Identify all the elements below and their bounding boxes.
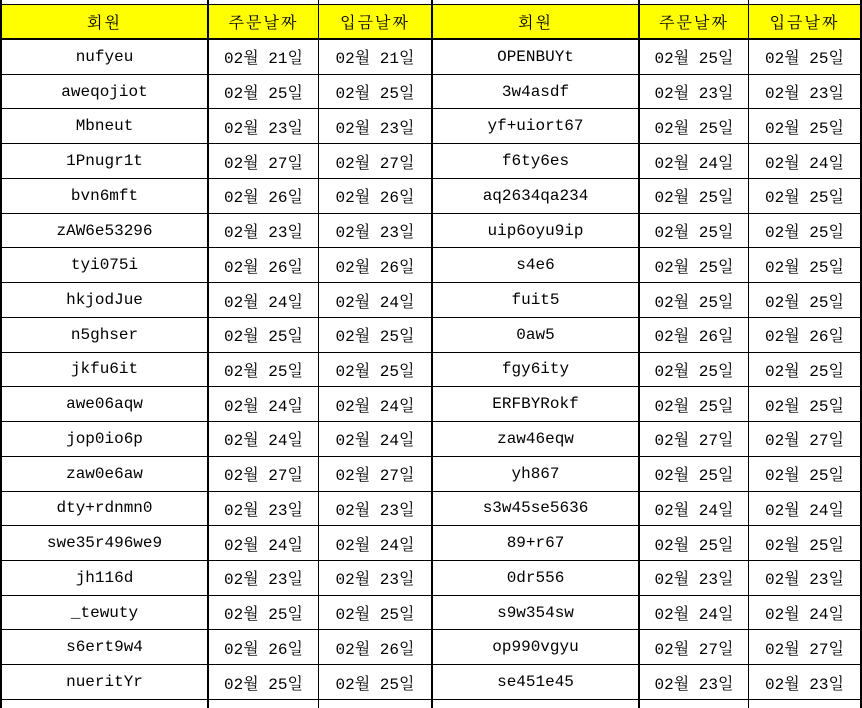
member-cell: zaw0e6aw (2, 457, 209, 491)
order-date-cell: 02월 21일 (209, 40, 319, 74)
table-row (2, 283, 860, 318)
deposit-date-cell: 02월 25일 (765, 362, 844, 381)
order-date-cell: 02월 23일 (640, 561, 749, 595)
table-row (2, 526, 860, 561)
deposit-date-cell: 02월 25일 (319, 596, 433, 630)
table-row (2, 109, 860, 144)
order-date-cell: 02월 23일 (640, 665, 749, 699)
table-row (2, 318, 860, 353)
member-cell: jop0io6p (2, 422, 209, 456)
deposit-date-cell: 02월 23일 (319, 109, 433, 143)
partial-cell (209, 700, 319, 708)
member-cell: bvn6mft (2, 179, 209, 213)
deposit-date-cell: 02월 25일 (765, 258, 844, 277)
member-cell: ERFBYRokf (433, 387, 640, 421)
member-cell: 3w4asdf (433, 75, 640, 109)
order-date-cell: 02월 25일 (209, 596, 319, 630)
order-date-cell: 02월 24일 (640, 492, 749, 526)
order-date-cell: 02월 25일 (640, 179, 749, 213)
deposit-date-cell: 02월 24일 (765, 154, 844, 173)
member-cell: OPENBUYt (433, 40, 640, 74)
deposit-date-cell: 02월 25일 (319, 318, 433, 352)
member-cell: swe35r496we9 (2, 526, 209, 560)
partial-cell (209, 0, 319, 4)
member-cell: nufyeu (2, 40, 209, 74)
deposit-date-cell: 02월 24일 (319, 526, 433, 560)
deposit-date-cell: 02월 23일 (765, 85, 844, 104)
order-date-cell: 02월 25일 (640, 526, 749, 560)
order-date-cell: 02월 25일 (640, 214, 749, 248)
deposit-date-cell: 02월 25일 (765, 293, 844, 312)
deposit-date-cell: 02월 21일 (319, 40, 433, 74)
partial-cell (319, 0, 433, 4)
deposit-date-cell: 02월 27일 (765, 432, 844, 451)
table-row (2, 596, 860, 631)
partial-cell (749, 700, 860, 708)
table-row (2, 40, 860, 75)
deposit-date-cell: 02월 24일 (765, 606, 844, 625)
deposit-date-cell: 02월 23일 (319, 561, 433, 595)
member-cell: nueritYr (2, 665, 209, 699)
order-date-cell: 02월 26일 (209, 179, 319, 213)
member-cell: zAW6e53296 (2, 214, 209, 248)
table-row (2, 179, 860, 214)
header-deposit-date: 입금날짜 (769, 15, 840, 33)
order-date-cell: 02월 27일 (209, 144, 319, 178)
deposit-date-cell: 02월 25일 (765, 536, 844, 555)
member-cell: n5ghser (2, 318, 209, 352)
partial-cell (640, 0, 749, 4)
member-cell: s6ert9w4 (2, 630, 209, 664)
order-date-cell: 02월 25일 (209, 353, 319, 387)
deposit-date-cell: 02월 25일 (765, 189, 844, 208)
table-row (2, 144, 860, 179)
member-cell: tyi075i (2, 248, 209, 282)
member-cell: yf+uiort67 (433, 109, 640, 143)
member-cell: s4e6 (433, 248, 640, 282)
order-date-cell: 02월 27일 (209, 457, 319, 491)
order-date-cell: 02월 23일 (209, 561, 319, 595)
table-row (2, 387, 860, 422)
member-cell: op990vgyu (433, 630, 640, 664)
order-date-cell: 02월 25일 (209, 318, 319, 352)
member-cell: zaw46eqw (433, 422, 640, 456)
order-date-cell: 02월 23일 (640, 75, 749, 109)
deposit-date-cell: 02월 27일 (319, 457, 433, 491)
member-cell: 0dr556 (433, 561, 640, 595)
partial-cell (433, 700, 640, 708)
order-date-cell: 02월 27일 (640, 630, 749, 664)
order-date-cell: 02월 24일 (640, 144, 749, 178)
deposit-date-cell: 02월 25일 (319, 665, 433, 699)
table-row (2, 422, 860, 457)
member-cell: uip6oyu9ip (433, 214, 640, 248)
deposit-date-cell: 02월 24일 (319, 422, 433, 456)
deposit-date-cell: 02월 26일 (319, 248, 433, 282)
order-date-cell: 02월 23일 (209, 109, 319, 143)
deposit-date-cell: 02월 23일 (765, 675, 844, 694)
member-cell: aq2634qa234 (433, 179, 640, 213)
member-cell: 0aw5 (433, 318, 640, 352)
table-row (2, 492, 860, 527)
table-row (2, 248, 860, 283)
header-order-date: 주문날짜 (640, 5, 749, 38)
member-cell: fgy6ity (433, 353, 640, 387)
deposit-date-cell: 02월 26일 (765, 328, 844, 347)
deposit-date-cell: 02월 25일 (765, 224, 844, 243)
member-cell: awe06aqw (2, 387, 209, 421)
order-date-cell: 02월 24일 (209, 283, 319, 317)
member-cell: _tewuty (2, 596, 209, 630)
member-cell: f6ty6es (433, 144, 640, 178)
table-row (2, 353, 860, 388)
deposit-date-cell: 02월 23일 (319, 214, 433, 248)
deposit-date-cell: 02월 23일 (319, 492, 433, 526)
table-row (2, 214, 860, 249)
order-date-cell: 02월 24일 (209, 422, 319, 456)
table-row (2, 561, 860, 596)
partial-cell (2, 0, 209, 4)
partial-cell (2, 700, 209, 708)
member-cell: Mbneut (2, 109, 209, 143)
table-row (2, 665, 860, 700)
table-header-row (2, 5, 860, 40)
deposit-date-cell: 02월 24일 (319, 283, 433, 317)
deposit-date-cell: 02월 23일 (765, 571, 844, 590)
deposit-date-cell: 02월 27일 (319, 144, 433, 178)
order-date-cell: 02월 24일 (209, 387, 319, 421)
order-date-cell: 02월 25일 (640, 387, 749, 421)
deposit-date-cell: 02월 26일 (319, 179, 433, 213)
order-date-cell: 02월 25일 (640, 109, 749, 143)
partial-cell (433, 0, 640, 4)
partial-cell (749, 0, 860, 4)
member-cell: yh867 (433, 457, 640, 491)
member-cell: s9w354sw (433, 596, 640, 630)
order-date-cell: 02월 25일 (640, 248, 749, 282)
deposit-date-cell: 02월 25일 (319, 353, 433, 387)
member-cell: dty+rdnmn0 (2, 492, 209, 526)
order-date-cell: 02월 24일 (640, 596, 749, 630)
table-body (2, 40, 860, 700)
deposit-date-cell: 02월 24일 (319, 387, 433, 421)
table-row (2, 75, 860, 110)
member-cell: se451e45 (433, 665, 640, 699)
deposit-date-cell: 02월 25일 (319, 75, 433, 109)
table-row (2, 457, 860, 492)
deposit-date-cell: 02월 25일 (765, 467, 844, 486)
member-cell: fuit5 (433, 283, 640, 317)
order-date-cell: 02월 25일 (209, 75, 319, 109)
order-date-cell: 02월 25일 (640, 353, 749, 387)
member-cell: jkfu6it (2, 353, 209, 387)
member-cell: 89+r67 (433, 526, 640, 560)
order-date-cell: 02월 23일 (209, 214, 319, 248)
partial-cell (319, 700, 433, 708)
deposit-date-cell: 02월 26일 (319, 630, 433, 664)
header-deposit-date: 입금날짜 (319, 5, 433, 38)
order-date-cell: 02월 27일 (640, 422, 749, 456)
order-date-cell: 02월 26일 (209, 248, 319, 282)
member-cell: 1Pnugr1t (2, 144, 209, 178)
header-member: 회원 (2, 5, 209, 38)
order-date-cell: 02월 24일 (209, 526, 319, 560)
order-date-cell: 02월 26일 (209, 630, 319, 664)
member-cell: hkjodJue (2, 283, 209, 317)
deposit-date-cell: 02월 25일 (765, 397, 844, 416)
header-order-date: 주문날짜 (209, 5, 319, 38)
member-cell: aweqojiot (2, 75, 209, 109)
order-date-cell: 02월 23일 (209, 492, 319, 526)
member-cell: jh116d (2, 561, 209, 595)
table-row (2, 630, 860, 665)
order-date-cell: 02월 25일 (640, 40, 749, 74)
deposit-date-cell: 02월 25일 (765, 50, 844, 69)
member-cell: s3w45se5636 (433, 492, 640, 526)
deposit-date-cell: 02월 27일 (765, 640, 844, 659)
deposit-date-cell: 02월 25일 (765, 119, 844, 138)
partial-cell (640, 700, 749, 708)
partial-row-bottom (2, 700, 860, 708)
order-date-cell: 02월 25일 (209, 665, 319, 699)
order-date-cell: 02월 26일 (640, 318, 749, 352)
header-member: 회원 (433, 5, 640, 38)
order-date-cell: 02월 25일 (640, 283, 749, 317)
order-date-cell: 02월 25일 (640, 457, 749, 491)
deposit-date-cell: 02월 24일 (765, 501, 844, 520)
